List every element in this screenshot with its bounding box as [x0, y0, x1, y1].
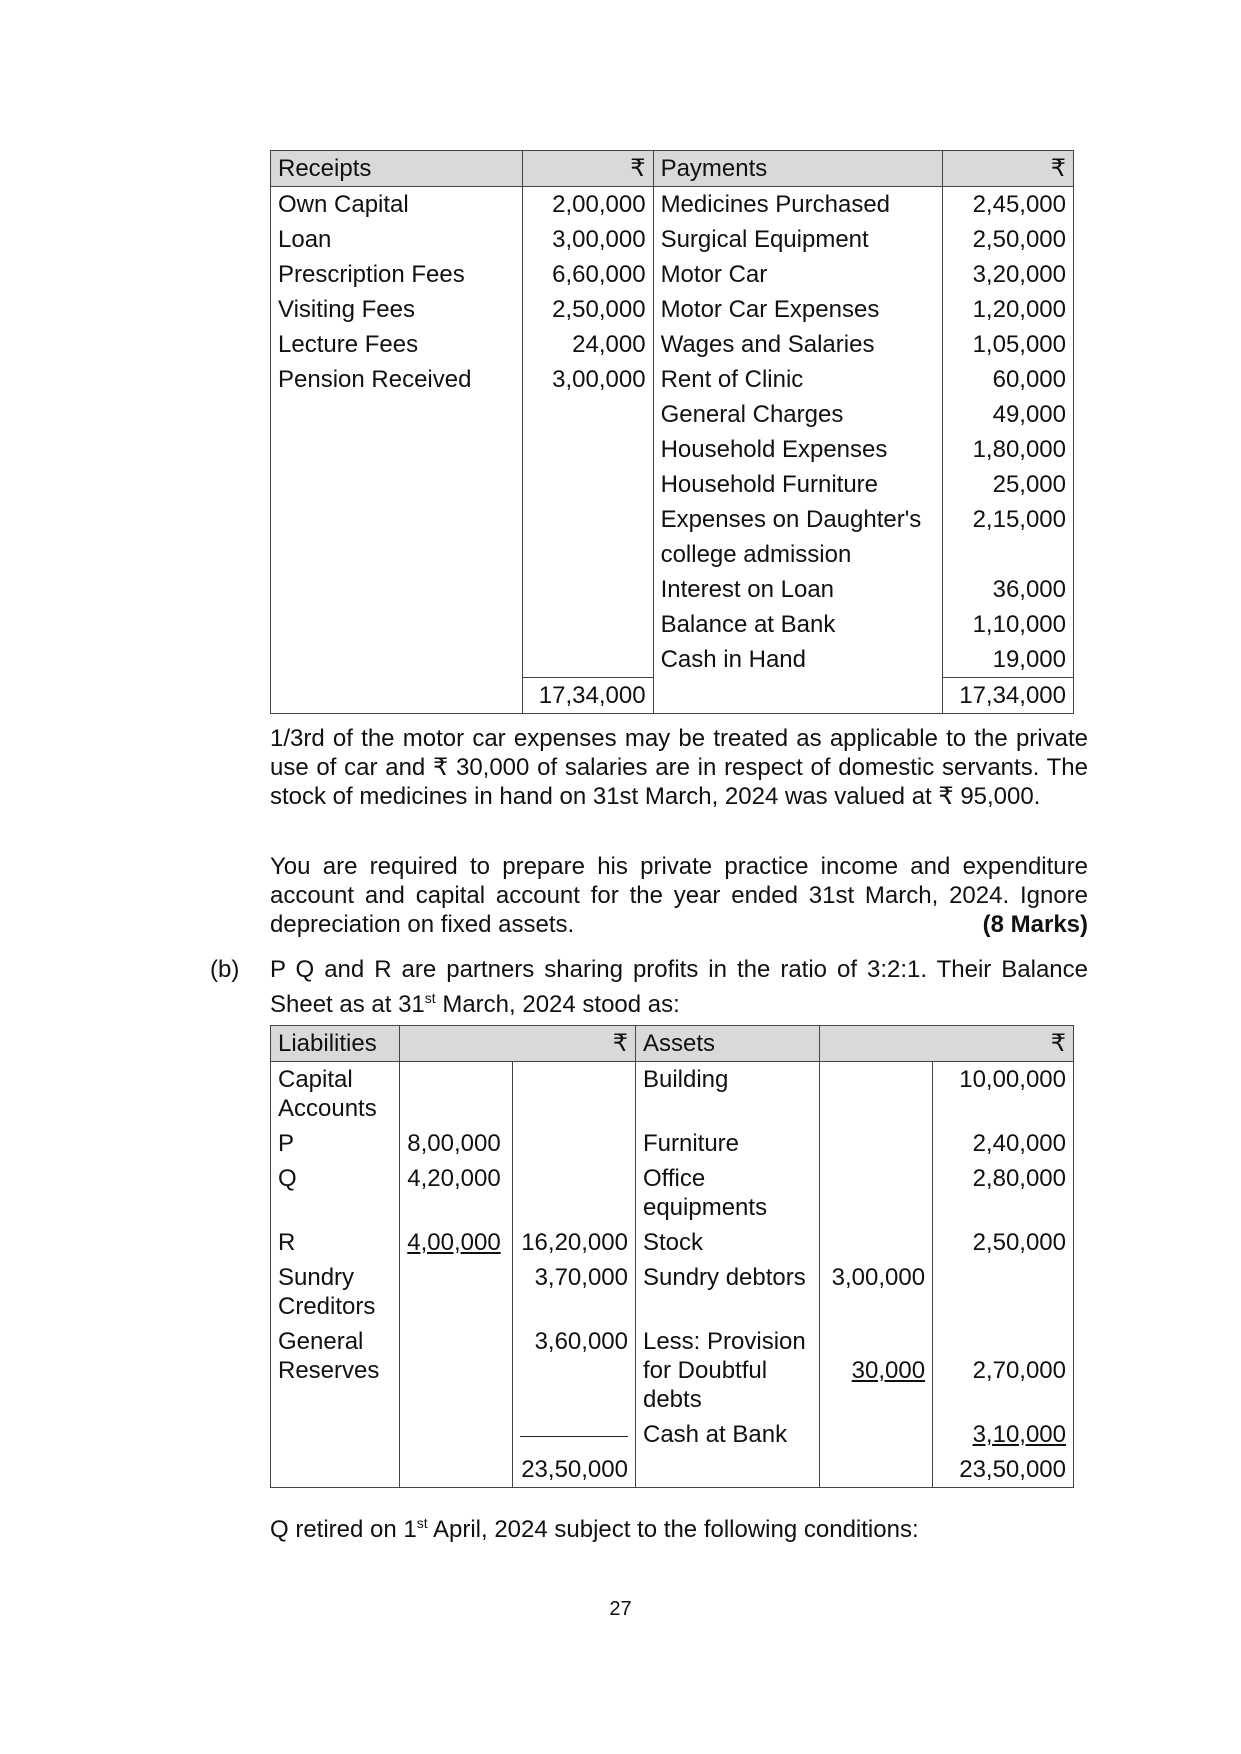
payment-amount: 25,000 [943, 467, 1074, 502]
table-row [271, 1161, 1074, 1225]
retire-text-1: Q retired on 1 [270, 1516, 417, 1543]
receipt-amount: 6,60,000 [522, 257, 653, 292]
total-row [271, 678, 1074, 714]
payment-amount: 49,000 [943, 397, 1074, 432]
sundry-debtors-amount: 3,00,000 [820, 1260, 933, 1324]
table-row [271, 537, 1074, 572]
receipt-amount [522, 432, 653, 467]
receipt-label [271, 397, 523, 432]
payment-label: Motor Car Expenses [653, 292, 942, 327]
receipt-label [271, 432, 523, 467]
receipt-amount: 2,00,000 [522, 187, 653, 223]
table-row [271, 1417, 1074, 1452]
receipt-amount: 3,00,000 [522, 222, 653, 257]
office-equipments-label: Office equipments [635, 1161, 819, 1225]
requirement-body: You are required to prepare his private practice income and expenditure account and capital account for the year ended 31st March, 2024. Ignore depreciation on fixed assets. [270, 853, 1088, 938]
balance-sheet-table [270, 1025, 1074, 1488]
payment-label: Expenses on Daughter's [653, 502, 942, 537]
payment-label: Surgical Equipment [653, 222, 942, 257]
receipt-amount [522, 397, 653, 432]
assets-header: Assets [635, 1026, 819, 1062]
table-row [271, 1126, 1074, 1161]
motor-car-note: 1/3rd of the motor car expenses may be treated as applicable to the private use of car and ₹ 30,000 of salaries are in respect of domestic servants. The stock of medicines in hand on 31st March, 2024 was valued at ₹ 95,000. [270, 725, 1088, 810]
payment-amount: 60,000 [943, 362, 1074, 397]
liabilities-header: Liabilities [271, 1026, 400, 1062]
payment-amount: 1,10,000 [943, 607, 1074, 642]
receipts-header: Receipts [271, 151, 523, 187]
furniture-label: Furniture [635, 1126, 819, 1161]
office-equipments-amount: 2,80,000 [933, 1161, 1074, 1225]
table-row [271, 397, 1074, 432]
building-label: Building [635, 1062, 819, 1127]
payments-total: 17,34,000 [943, 678, 1074, 714]
payment-amount: 2,15,000 [943, 502, 1074, 537]
receipt-label: Loan [271, 222, 523, 257]
receipt-label [271, 467, 523, 502]
table-row [271, 292, 1074, 327]
table-row [271, 1260, 1074, 1324]
receipt-amount [522, 607, 653, 642]
receipt-label [271, 642, 523, 678]
part-b-text-2: March, 2024 stood as: [435, 991, 680, 1018]
receipt-amount: 3,00,000 [522, 362, 653, 397]
general-reserves-amount: 3,60,000 [512, 1324, 635, 1417]
payment-label: Wages and Salaries [653, 327, 942, 362]
payment-label: General Charges [653, 397, 942, 432]
stock-label: Stock [635, 1225, 819, 1260]
cash-bank-label: Cash at Bank [635, 1417, 819, 1452]
requirement-text [270, 852, 1088, 939]
capital-accounts-label: Capital Accounts [271, 1062, 400, 1127]
retire-sup: st [416, 1515, 428, 1531]
payment-label: Medicines Purchased [653, 187, 942, 223]
retire-text-2: April, 2024 subject to the following conditions: [427, 1516, 919, 1543]
rupee-header: ₹ [820, 1026, 1074, 1062]
receipt-amount: 2,50,000 [522, 292, 653, 327]
rupee-header: ₹ [522, 151, 653, 187]
table-row [271, 222, 1074, 257]
receipt-label: Visiting Fees [271, 292, 523, 327]
sundry-creditors-amount: 3,70,000 [512, 1260, 635, 1324]
payments-header: Payments [653, 151, 942, 187]
payment-amount: 2,45,000 [943, 187, 1074, 223]
payment-label: Cash in Hand [653, 642, 942, 678]
receipt-label [271, 607, 523, 642]
table-row [271, 607, 1074, 642]
payment-amount: 2,50,000 [943, 222, 1074, 257]
marks-label: (8 Marks) [982, 911, 1088, 938]
receipts-total: 17,34,000 [522, 678, 653, 714]
receipt-amount [522, 467, 653, 502]
receipt-amount [522, 537, 653, 572]
less-provision-label: Less: Provision for Doubtful debts [635, 1324, 819, 1417]
payment-label: college admission [653, 537, 942, 572]
total-rule [520, 1435, 628, 1437]
payment-label: Motor Car [653, 257, 942, 292]
sundry-debtors-label: Sundry debtors [635, 1260, 819, 1324]
receipt-label: Prescription Fees [271, 257, 523, 292]
table-row [271, 1324, 1074, 1417]
retirement-text [270, 1509, 1088, 1544]
payment-amount: 3,20,000 [943, 257, 1074, 292]
capital-total: 16,20,000 [512, 1225, 635, 1260]
receipt-label: Pension Received [271, 362, 523, 397]
provision-amount: 30,000 [851, 1357, 926, 1384]
table-row [271, 502, 1074, 537]
table-row [271, 362, 1074, 397]
receipt-amount: 24,000 [522, 327, 653, 362]
table-row [271, 187, 1074, 223]
receipt-amount [522, 502, 653, 537]
partner-p-amount: 8,00,000 [400, 1126, 513, 1161]
table-row [271, 1452, 1074, 1488]
building-amount: 10,00,000 [933, 1062, 1074, 1127]
furniture-amount: 2,40,000 [933, 1126, 1074, 1161]
payment-label: Rent of Clinic [653, 362, 942, 397]
part-b-sup: st [424, 990, 436, 1006]
payment-amount: 1,20,000 [943, 292, 1074, 327]
payment-label: Household Expenses [653, 432, 942, 467]
receipt-label [271, 572, 523, 607]
general-reserves-label: General Reserves [271, 1324, 400, 1417]
receipt-label [271, 502, 523, 537]
net-debtors-amount: 2,70,000 [933, 1324, 1074, 1417]
partner-q-label: Q [271, 1161, 400, 1225]
rupee-header: ₹ [400, 1026, 636, 1062]
table-row [271, 432, 1074, 467]
partner-q-amount: 4,20,000 [400, 1161, 513, 1225]
page-number: 27 [609, 1598, 632, 1620]
table-header-row [271, 151, 1074, 187]
partner-r-label: R [271, 1225, 400, 1260]
total-assets: 23,50,000 [933, 1452, 1074, 1488]
payment-amount: 1,05,000 [943, 327, 1074, 362]
payment-amount: 19,000 [943, 642, 1074, 678]
stock-amount: 2,50,000 [933, 1225, 1074, 1260]
payment-label: Balance at Bank [653, 607, 942, 642]
receipt-label: Lecture Fees [271, 327, 523, 362]
part-b-text [270, 955, 1088, 1019]
payment-amount [943, 537, 1074, 572]
partner-r-amount: 4,00,000 [407, 1229, 501, 1256]
table-row [271, 327, 1074, 362]
part-b-label: (b) [210, 956, 240, 983]
receipts-payments-table [270, 150, 1074, 714]
table-row [271, 1225, 1074, 1260]
table-row [271, 642, 1074, 678]
sundry-creditors-label: Sundry Creditors [271, 1260, 400, 1324]
cash-bank-amount: 3,10,000 [972, 1421, 1066, 1448]
total-liabilities: 23,50,000 [512, 1452, 635, 1488]
table-row [271, 572, 1074, 607]
receipt-label [271, 537, 523, 572]
receipt-label: Own Capital [271, 187, 523, 223]
receipt-amount [522, 642, 653, 678]
receipt-amount [522, 572, 653, 607]
partner-p-label: P [271, 1126, 400, 1161]
table-row [271, 1062, 1074, 1127]
table-row [271, 257, 1074, 292]
rupee-header: ₹ [943, 151, 1074, 187]
payment-label: Interest on Loan [653, 572, 942, 607]
part-b-text-1: P Q and R are partners sharing profits in the ratio of 3:2:1. Their Balance Sheet as at 31 [270, 956, 1088, 1018]
table-header-row [271, 1026, 1074, 1062]
payment-amount: 36,000 [943, 572, 1074, 607]
table-row [271, 467, 1074, 502]
payment-amount: 1,80,000 [943, 432, 1074, 467]
payment-label: Household Furniture [653, 467, 942, 502]
